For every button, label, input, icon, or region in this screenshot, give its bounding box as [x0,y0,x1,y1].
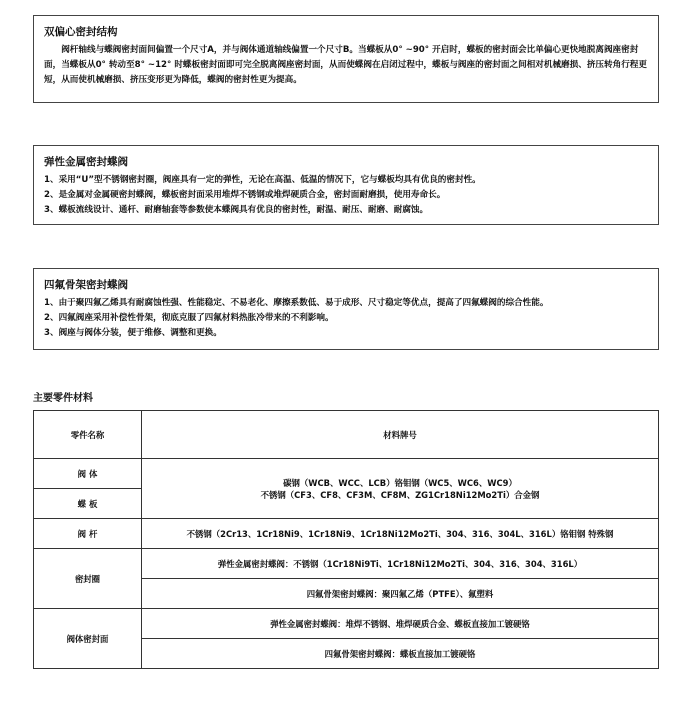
part-name: 阀体密封面 [34,609,142,669]
materials-title: 主要零件材料 [33,393,93,404]
part-name: 阀 杆 [34,519,142,549]
section-line: 2、是金属对金属硬密封蝶阀，蝶板密封面采用堆焊不锈钢或堆焊硬质合金，密封面耐磨损，使用寿命长。 [44,190,446,200]
section-line: 3、阀座与阀体分装，便于维修、调整和更换。 [44,328,222,338]
elastic-metal-section [33,145,659,225]
part-name: 密封圈 [34,549,142,609]
section-title: 弹性金属密封蝶阀 [44,156,128,168]
header-part: 零件名称 [34,411,142,459]
section-title: 双偏心密封结构 [44,26,118,38]
table-row [34,609,659,639]
material-cell: 四氟骨架密封蝶阀：蝶板直接加工镀硬铬 [142,639,659,669]
materials-table [33,410,659,669]
table-row [34,459,659,489]
section-line: 1、由于聚四氟乙烯具有耐腐蚀性强、性能稳定、不易老化、摩擦系数低、易于成形、尺寸稳定等优点，提高了四氟蝶阀的综合性能。 [44,298,549,308]
section-line: 3、蝶板流线设计、通杆、耐磨轴套等参数使本蝶阀具有优良的密封性，耐温、耐压、耐磨、耐腐蚀。 [44,205,429,215]
material-cell: 弹性金属密封蝶阀：不锈钢（1Cr18Ni9Ti、1Cr18Ni12Mo2Ti、304、316、304、316L） [142,549,659,579]
part-name: 蝶 板 [34,489,142,519]
ptfe-section [33,268,659,350]
material-cell: 四氟骨架密封蝶阀：聚四氟乙烯（PTFE）、氟塑料 [142,579,659,609]
section-paragraph: 阀杆轴线与蝶阀密封面间偏置一个尺寸A，并与阀体通道轴线偏置一个尺寸B。当蝶板从0° ~90° 开启时，蝶板的密封面会比单偏心更快地脱离阀座密封面，当蝶板从0° 转动至8° ~12° 时蝶板密封面即可完全脱离阀座密封面，从而使蝶阀在启闭过程中，蝶板与阀座的密封面之间相对机械磨损、挤压转角行程更短，从而使机械磨损、挤压变形更为降低，蝶阀的密封性更为提高。 [44,45,647,85]
table-header-row [34,411,659,459]
material-cell: 弹性金属密封蝶阀：堆焊不锈钢、堆焊硬质合金、蝶板直接加工镀硬铬 [142,609,659,639]
table-row [34,519,659,549]
table-row [34,549,659,579]
section-line: 2、四氟阀座采用补偿性骨架，彻底克服了四氟材料热胀冷带来的不利影响。 [44,313,334,323]
double-eccentric-section [33,15,659,103]
material-cell: 不锈钢（2Cr13、1Cr18Ni9、1Cr18Ni9、1Cr18Ni12Mo2Ti、304、316、304L、316L）铬钼钢 特殊钢 [142,519,659,549]
material-line: 碳钢（WCB、WCC、LCB）铬钼钢（WC5、WC6、WC9） [283,477,517,488]
material-cell [142,459,659,519]
material-line: 不锈钢（CF3、CF8、CF3M、CF8M、ZG1Cr18Ni12Mo2Ti）合金钢 [260,489,540,500]
section-title: 四氟骨架密封蝶阀 [44,279,128,291]
part-name: 阀 体 [34,459,142,489]
section-line: 1、采用“U”型不锈钢密封圈，阀座具有一定的弹性，无论在高温、低温的情况下，它与蝶板均具有优良的密封性。 [44,175,481,185]
header-material: 材料牌号 [142,411,659,459]
